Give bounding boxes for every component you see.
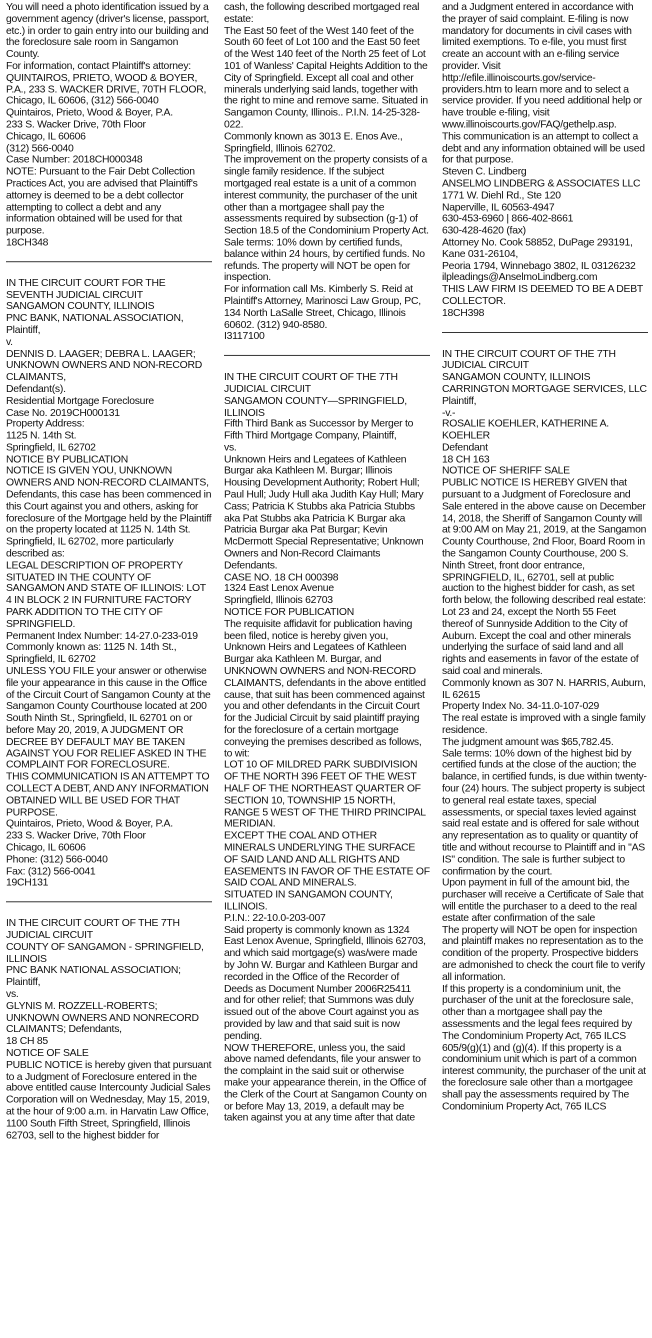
notice-line: The improvement on the property consists of a single family residence. If the subject mortgaged real estate is a unit of a common interest community, the purchaser of the unit other than a mortgagee shall pay the assessments required by subsection (g-1) of Section 18.5 of the Condominium Property Act. — [224, 154, 429, 237]
notice-line: ilpleadings@AnselmoLindberg.com — [442, 272, 598, 284]
notice-line: Property Address: — [6, 419, 85, 431]
notice-line: Plaintiff, — [442, 395, 477, 407]
notice-line: Property Index No. 34-11.0-107-029 — [442, 701, 600, 713]
notice-line: SANGAMON COUNTY, ILLINOIS — [442, 371, 591, 383]
notice-line: 1771 W. Diehl Rd., Ste 120 — [442, 190, 561, 202]
legal-notice — [6, 2, 212, 249]
notice-line: cash, the following described mortgaged real estate: — [224, 2, 420, 25]
notice-line: NOTICE FOR PUBLICATION — [224, 607, 354, 619]
notice-divider — [6, 901, 212, 902]
notice-line: IN THE CIRCUIT COURT FOR THE SEVENTH JUDICIAL CIRCUIT — [6, 277, 166, 301]
notice-line: Defendant — [442, 442, 488, 454]
notice-line: Residential Mortgage Foreclosure — [6, 395, 154, 407]
column-1 — [6, 2, 212, 1334]
notice-line: ROSALIE KOEHLER, KATHERINE A. KOEHLER — [442, 419, 609, 442]
column-2 — [224, 2, 430, 1334]
notice-line: If this property is a condominium unit, the purchaser of the unit at the foreclosure sale, other than a mortgagee shall pay the assessments and the legal fees required by The Condominium Property Act, 765 ILCS 605/9(g)(1) and (g)(4). If this property is a condominium unit which is part of a common interest community, the purchaser of the unit at the foreclosure sale other than a mortgagee shall pay the assessments required by The Condominium Property Act, 765 ILCS — [442, 983, 646, 1113]
notice-line: Defendants. — [224, 560, 278, 572]
notice-line: Fax: (312) 566-0041 — [6, 865, 96, 877]
notice-line: Naperville, IL 60563-4947 — [442, 201, 555, 213]
notice-line: Attorney No. Cook 58852, DuPage 293191, Kane 031-26104, — [442, 237, 633, 260]
notice-line: Commonly known as 3013 E. Enos Ave., Springfield, Illinois 62702. — [224, 131, 403, 155]
notice-line: Chicago, IL 60606 — [6, 842, 86, 854]
notice-line: vs. — [6, 988, 19, 1000]
notice-line: PUBLIC NOTICE IS HEREBY GIVEN that pursuant to a Judgment of Foreclosure and Sale entered in the above cause on December 14, 2018, the Sheriff of Sangamon County will at 9:00 AM on May 21, 2019, at the Sangamon County Courthouse, 2nd Floor, Board Room in the Sangamon County Courthouse, 200 S. Ninth Street, front door entrance, SPRINGFIELD, IL, 62701, sell at public auction to the highest bidder for cash, as set forth below, the following described real estate: — [442, 477, 647, 607]
notice-line: P.I.N.: 22-10.0-203-007 — [224, 913, 326, 924]
notice-line: This communication is an attempt to collect a debt and any information obtained will be used for that purpose. — [442, 131, 645, 166]
notice-line: 19CH131 — [6, 877, 49, 889]
legal-notice — [6, 918, 212, 1141]
legal-notice — [442, 2, 648, 320]
notice-line: NOW THEREFORE, unless you, the said above named defendants, file your answer to the complaint in the said suit or otherwise make your appearance therein, in the Office of the Clerk of the Court at Sangamon County on or before May 13, 2019, a default may be taken against you at any time after that date — [224, 1042, 427, 1124]
notice-line: LEGAL DESCRIPTION OF PROPERTY SITUATED IN THE COUNTY OF SANGAMON AND STATE OF ILLINOIS: LOT 4 IN BLOCK 2 IN FURNITURE FACTORY PARK ADDITION TO THE CITY OF SPRINGFIELD. — [6, 560, 206, 630]
notice-line: Sale terms: 10% down of the highest bid by certified funds at the close of the auction; the balance, in certified funds, is due within twenty-four (24) hours. The subject property is subject to general real estate taxes, special assessments, or special taxes levied against said real estate and is offered for sale without any representation as to quality or quantity of title and without recourse to Plaintiff and in "AS IS" condition. The sale is further subject to confirmation by the court. — [442, 748, 647, 877]
notice-line: Peoria 1794, Winnebago 3802, IL 03126232 — [442, 260, 636, 272]
notice-line: Unknown Heirs and Legatees of Kathleen Burgar aka Kathleen M. Burgar; Illinois Housing Development Authority; Robert Hull; Paul Hull; Judy Hull aka Judith Kay Hull; Mary Cass; Patricia K Stubbs aka Patricia Stubbs aka Pat Stubbs aka Patricia K Burgar aka Patricia Burgar aka Pat Burgar; Kevin McDermott Special Representative; Unknown Owners and Non-Record Claimants — [224, 454, 424, 560]
notice-line: vs. — [224, 442, 237, 454]
notice-line: Fifth Third Bank as Successor by Merger to Fifth Third Mortgage Company, Plaintiff, — [224, 419, 414, 442]
legal-notice — [224, 2, 430, 343]
notice-line: PNC BANK NATIONAL ASSOCIATION; Plaintiff, — [6, 965, 181, 989]
notice-line: LOT 10 OF MILDRED PARK SUBDIVISION OF THE NORTH 396 FEET OF THE WEST HALF OF THE NORTHEAST QUARTER OF SECTION 10, TOWNSHIP 15 NORTH, RANGE 5 WEST OF THE THIRD PRINCIPAL MERIDIAN. — [224, 760, 426, 830]
notice-divider — [6, 261, 212, 262]
notice-line: Steven C. Lindberg — [442, 166, 527, 178]
notice-line: The requisite affidavit for publication having been filed, notice is hereby given you, Unknown Heirs and Legatees of Kathleen Burgar aka Kathleen M. Burgar, and UNKNOWN OWNERS and NON-RECORD CLAIMANTS, defendants in the above entitled cause, that suit has been commenced against you and other defendants in the Circuit Court for the Judicial Circuit by said plaintiff praying for the foreclosure of a certain mortgage conveying the premises described as follows, to wit: — [224, 618, 426, 760]
notice-line: COUNTY OF SANGAMON - SPRINGFIELD, ILLINOIS — [6, 941, 204, 965]
notice-divider — [442, 332, 648, 333]
notice-line: Permanent Index Number: 14-27.0-233-019 — [6, 630, 198, 642]
notice-line: UNLESS YOU FILE your answer or otherwise file your appearance in this cause in the Office of the Circuit Court of Sangamon County at the Sangamon County Courthouse located at 200 South Ninth St., Springfield, IL 62701 on or before May 20, 2019, A JUDGMENT OR DECREE BY DEFAULT MAY BE TAKEN AGAINST YOU FOR RELIEF ASKED IN THE COMPLAINT FOR FORECLOSURE. — [6, 666, 211, 772]
notice-line: The judgment amount was $65,782.45. — [442, 736, 614, 748]
notice-line: PUBLIC NOTICE is hereby given that pursuant to a Judgment of Foreclosure entered in the above entitled cause Intercounty Judicial Sales Corporation will on Wednesday, May 15, 2019, at the hour of 9:00 a.m. in Harvatin Law Office, 1100 South Fifth Street, Springfield, Illinois 62703, sell to the highest bidder for — [6, 1059, 212, 1142]
notice-line: DENNIS D. LAAGER; DEBRA L. LAAGER; UNKNOWN OWNERS AND NON-RECORD CLAIMANTS, — [6, 348, 202, 383]
notice-line: Case Number: 2018CH000348 — [6, 154, 143, 166]
legal-notice — [6, 278, 212, 890]
column-3 — [442, 2, 648, 1334]
notice-line: Upon payment in full of the amount bid, the purchaser will receive a Certificate of Sale that will entitle the purchaser to a deed to the real estate after confirmation of the sale — [442, 877, 644, 924]
notice-line: SITUATED IN SANGAMON COUNTY, ILLINOIS. — [224, 889, 393, 913]
notice-line: GLYNIS M. ROZZELL-ROBERTS; UNKNOWN OWNERS AND NONRECORD CLAIMANTS; Defendants, — [6, 1000, 199, 1036]
notice-line: THIS LAW FIRM IS DEEMED TO BE A DEBT COLLECTOR. — [442, 284, 643, 308]
notice-line: 233 S. Wacker Drive, 70th Floor — [6, 830, 146, 842]
notice-line: THIS COMMUNICATION IS AN ATTEMPT TO COLLECT A DEBT, AND ANY INFORMATION OBTAINED WILL BE USED FOR THAT PURPOSE. — [6, 771, 210, 819]
notice-line: and a Judgment entered in accordance with the prayer of said complaint. E-filing is now mandatory for documents in civil cases with limited exemptions. To e-file, you must first create an account with an e-filing service provider. Visit http://efile.illinoiscourts.gov/service-providers.htm to learn more and to select a service provider. If you need additional help or have trouble e-filing, visit www.illinoiscourts.gov/FAQ/gethelp.asp. — [442, 2, 642, 131]
notice-line: The real estate is improved with a single family residence. — [442, 713, 646, 736]
notice-line: Commonly known as 307 N. HARRIS, Auburn, IL 62615 — [442, 677, 646, 701]
notice-line: Sale terms: 10% down by certified funds, balance within 24 hours, by certified funds. No refunds. The property will NOT be open for inspection. — [224, 237, 425, 284]
notice-line: NOTICE IS GIVEN YOU, UNKNOWN OWNERS AND NON-RECORD CLAIMANTS, Defendants, this case has been commenced in this Court against you and others, asking for foreclosure of the Mortgage held by the Plaintiff on the property located at 1125 N. 14th St. Springfield, IL 62702, more particularly described as: — [6, 466, 212, 560]
notice-line: Commonly known as: 1125 N. 14th St., Springfield, IL 62702 — [6, 642, 177, 666]
notice-line: IN THE CIRCUIT COURT OF THE 7TH JUDICIAL CIRCUIT — [224, 371, 398, 395]
notice-line: CASE NO. 18 CH 000398 — [224, 571, 339, 583]
notice-line: 18 CH 85 — [6, 1036, 48, 1047]
notice-line: IN THE CIRCUIT COURT OF THE 7TH JUDICIAL CIRCUIT — [6, 918, 180, 942]
notice-line: Springfield, IL 62702 — [6, 442, 96, 454]
notice-line: 630-453-6960 | 866-402-8661 — [442, 213, 574, 225]
notice-line: For information, contact Plaintiff's attorney: QUINTAIROS, PRIETO, WOOD & BOYER, P.A., 233 S. WACKER DRIVE, 70TH FLOOR, Chicago, IL 60606, (312) 566-0040 — [6, 60, 207, 108]
notice-line: 18CH398 — [442, 307, 485, 319]
notice-line: 18CH348 — [6, 237, 49, 249]
notice-line: NOTICE OF SALE — [6, 1047, 89, 1059]
notice-line: Defendant(s). — [6, 383, 66, 395]
notice-line: SANGAMON COUNTY, ILLINOIS — [6, 301, 155, 313]
legal-notice — [224, 372, 430, 1125]
notice-line: -v.- — [442, 407, 456, 419]
notice-line: You will need a photo identification issued by a government agency (driver's license, passport, etc.) in order to gain entry into our building and the foreclosure sale room in Sangamon County. — [6, 2, 210, 61]
notice-line: NOTICE OF SHERIFF SALE — [442, 466, 570, 478]
notice-line: NOTICE BY PUBLICATION — [6, 454, 128, 466]
notice-line: NOTE: Pursuant to the Fair Debt Collection Practices Act, you are advised that Plaintiff's attorney is deemed to be a debt collector attempting to collect a debt and any information obtained will be used for that purpose. — [6, 166, 198, 237]
notice-line: v. — [6, 336, 13, 348]
notice-line: 18 CH 163 — [442, 454, 490, 466]
notice-line: I3117100 — [224, 331, 265, 343]
notice-line: Chicago, IL 60606 — [6, 131, 86, 143]
notice-line: Quintairos, Prieto, Wood & Boyer, P.A. — [6, 818, 173, 830]
notice-line: Lot 23 and 24, except the North 55 Feet thereof of Sunnyside Addition to the City of Auburn. Except the coal and other minerals underlying the surface of said land and all rights and easements in favor of the estate of said coal and minerals. — [442, 607, 639, 678]
notice-line: 1125 N. 14th St. — [6, 430, 77, 442]
notice-line: (312) 566-0040 — [6, 143, 74, 155]
notice-line: For information call Ms. Kimberly S. Reid at Plaintiff's Attorney, Marinosci Law Group, PC, 134 North LaSalle Street, Chicago, Illinois 60602. (312) 940-8580. — [224, 284, 421, 331]
notice-line: 630-428-4620 (fax) — [442, 225, 526, 237]
notice-line: EXCEPT THE COAL AND OTHER MINERALS UNDERLYING THE SURFACE OF SAID LAND AND ALL RIGHTS AND EASEMENTS IN FAVOR OF THE ESTATE OF SAID COAL AND MINERALS. — [224, 830, 430, 889]
notice-line: Case No. 2019CH000131 — [6, 407, 120, 419]
notice-line: PNC BANK, NATIONAL ASSOCIATION, Plaintiff, — [6, 313, 184, 336]
notice-line: Quintairos, Prieto, Wood & Boyer, P.A. — [6, 107, 173, 119]
notice-line: Phone: (312) 566-0040 — [6, 854, 108, 866]
notice-line: Springfield, Illinois 62703 — [224, 595, 333, 607]
legal-notice — [442, 348, 648, 1112]
notice-line: SANGAMON COUNTY—SPRINGFIELD, ILLINOIS — [224, 395, 407, 419]
notice-line: 233 S. Wacker Drive, 70th Floor — [6, 119, 146, 131]
notice-line: ANSELMO LINDBERG & ASSOCIATES LLC — [442, 178, 641, 190]
notice-line: IN THE CIRCUIT COURT OF THE 7TH JUDICIAL CIRCUIT — [442, 348, 616, 372]
notice-line: 1324 East Lenox Avenue — [224, 583, 334, 595]
notice-line: The property will NOT be open for inspection and plaintiff makes no representation as to the condition of the property. Prospective bidders are admonished to check the court file to verify all information. — [442, 924, 645, 983]
notice-line: Said property is commonly known as 1324 East Lenox Avenue, Springfield, Illinois 62703, and which said mortgage(s) was/were made by John W. Burgar and Kathleen Burgar and recorded in the Office of the Recorder of Deeds as Document Number 2006R25411 and for other relief; that Summons was duly issued out of the above Court against you as provided by law and that said suit is now pending. — [224, 924, 426, 1042]
notice-line: The East 50 feet of the West 140 feet of the South 60 feet of Lot 100 and the East 50 feet of the West 140 feet of the North 25 feet of Lot 101 of Wanless' Capital Heights Addition to the City of Springfield. Except all coal and other minerals underlying said lands, together with the right to mine and remove same. Situated in Sangamon County, Illinois.. P.I.N. 14-25-328-022. — [224, 25, 428, 131]
notice-line: CARRINGTON MORTGAGE SERVICES, LLC — [442, 383, 647, 395]
notice-divider — [224, 355, 430, 356]
